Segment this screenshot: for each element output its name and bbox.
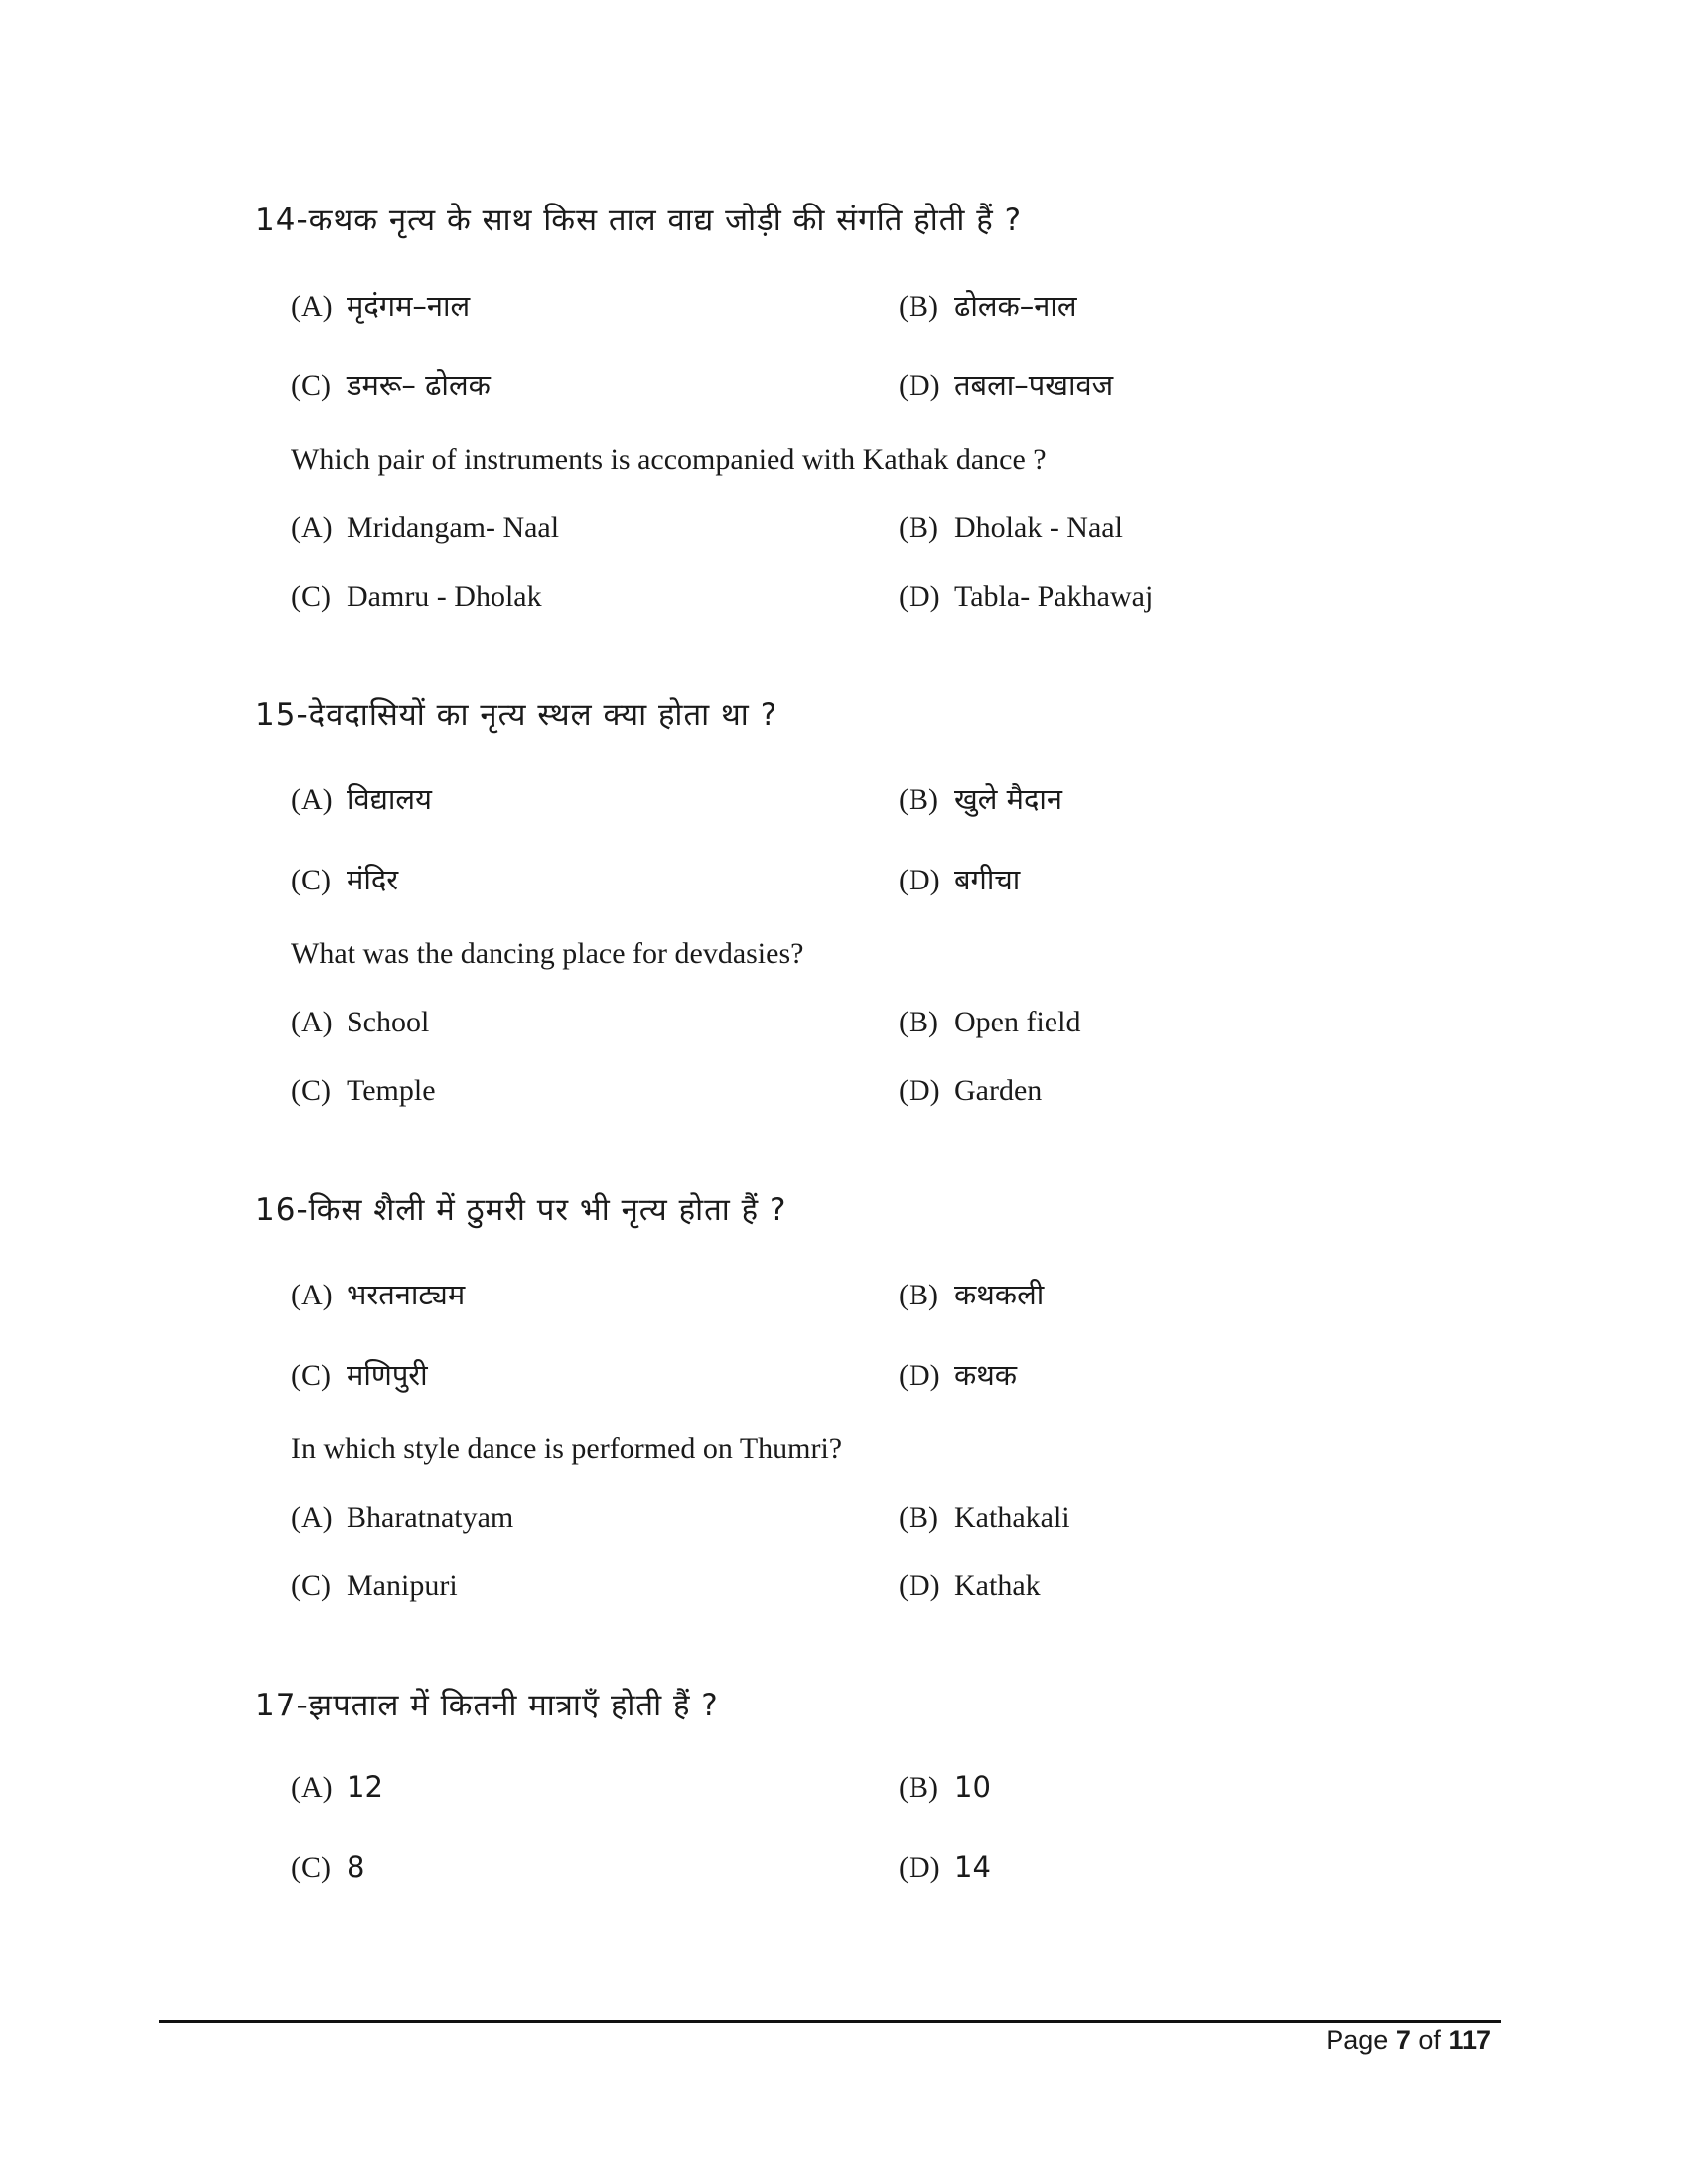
q16-en-option-b <box>899 1501 1070 1535</box>
option-label: (D) <box>899 1570 940 1602</box>
q14-en-option-d <box>899 580 1153 614</box>
option-text: विद्यालय <box>347 782 432 816</box>
q16-hi-option-a <box>291 1275 465 1313</box>
option-text: Kathak <box>954 1570 1041 1602</box>
q17-option-a <box>291 1770 383 1805</box>
current-page-number: 7 <box>1395 2025 1411 2055</box>
option-text: मणिपुरी <box>347 1358 428 1392</box>
option-text: Dholak - Naal <box>954 511 1123 544</box>
option-text: Open field <box>954 1006 1081 1038</box>
option-text: 10 <box>954 1770 991 1804</box>
option-text: तबला–पखावज <box>954 368 1114 402</box>
page-word: Page <box>1326 2025 1389 2055</box>
option-label: (B) <box>899 783 938 816</box>
option-text: बगीचा <box>954 863 1021 896</box>
option-label: (C) <box>291 864 331 896</box>
option-text: Damru - Dholak <box>347 580 542 613</box>
option-text: Bharatnatyam <box>347 1501 514 1534</box>
option-label: (B) <box>899 290 938 323</box>
option-label: (B) <box>899 511 938 544</box>
option-label: (C) <box>291 1570 331 1602</box>
option-label: (B) <box>899 1006 938 1038</box>
option-label: (A) <box>291 783 333 816</box>
option-text: 12 <box>347 1770 383 1804</box>
option-label: (C) <box>291 1851 331 1884</box>
q17-option-c <box>291 1850 364 1885</box>
option-text: भरतनाट्यम <box>347 1278 466 1311</box>
q15-en-option-b <box>899 1006 1080 1039</box>
q15-hi-option-b <box>899 779 1062 818</box>
q15-hi-option-a <box>291 779 432 818</box>
question-14-english: Which pair of instruments is accompanied with Kathak dance ? <box>291 443 1047 476</box>
option-label: (C) <box>291 580 331 613</box>
option-text: Mridangam- Naal <box>347 511 560 544</box>
option-text: Garden <box>954 1074 1043 1107</box>
question-15-english: What was the dancing place for devdasies? <box>291 937 804 970</box>
page-number-footer <box>1326 2025 1491 2056</box>
option-label: (D) <box>899 1074 940 1107</box>
option-label: (D) <box>899 864 940 896</box>
option-text: मृदंगम–नाल <box>347 289 471 323</box>
option-text: School <box>347 1006 430 1038</box>
total-pages-number: 117 <box>1448 2025 1491 2055</box>
q15-hi-option-c <box>291 860 398 898</box>
option-label: (A) <box>291 1006 333 1038</box>
q14-hi-option-d <box>899 365 1113 404</box>
option-label: (A) <box>291 1279 333 1311</box>
option-text: खुले मैदान <box>954 782 1062 816</box>
q16-en-option-d <box>899 1570 1041 1603</box>
q14-en-option-a <box>291 511 559 545</box>
q16-hi-option-b <box>899 1275 1044 1313</box>
option-label: (D) <box>899 1851 940 1884</box>
option-label: (D) <box>899 1359 940 1392</box>
option-text: कथक <box>954 1358 1018 1392</box>
option-label: (B) <box>899 1279 938 1311</box>
option-text: Manipuri <box>347 1570 458 1602</box>
q16-en-option-a <box>291 1501 513 1535</box>
question-16-hindi: 16-किस शैली में ठुमरी पर भी नृत्य होता हैं ? <box>255 1192 787 1228</box>
q14-hi-option-b <box>899 286 1077 325</box>
q15-hi-option-d <box>899 860 1020 898</box>
option-text: मंदिर <box>347 863 399 896</box>
q17-option-b <box>899 1770 991 1805</box>
option-text: 14 <box>954 1850 991 1884</box>
option-text: Tabla- Pakhawaj <box>954 580 1154 613</box>
footer-divider <box>159 2020 1501 2023</box>
q15-en-option-c <box>291 1074 436 1108</box>
question-15-hindi: 15-देवदासियों का नृत्य स्थल क्या होता था ? <box>255 697 778 733</box>
option-label: (A) <box>291 1771 333 1804</box>
option-text: Kathakali <box>954 1501 1070 1534</box>
q15-en-option-a <box>291 1006 429 1039</box>
q16-hi-option-c <box>291 1355 428 1394</box>
option-label: (C) <box>291 1359 331 1392</box>
option-label: (A) <box>291 511 333 544</box>
question-14-hindi: 14-कथक नृत्य के साथ किस ताल वाद्य जोड़ी की संगति होती हैं ? <box>255 203 1023 238</box>
q15-en-option-d <box>899 1074 1042 1108</box>
of-word: of <box>1418 2025 1441 2055</box>
option-label: (A) <box>291 1501 333 1534</box>
option-label: (C) <box>291 1074 331 1107</box>
q16-en-option-c <box>291 1570 458 1603</box>
option-label: (D) <box>899 580 940 613</box>
question-16-english: In which style dance is performed on Thumri? <box>291 1433 843 1465</box>
q16-hi-option-d <box>899 1355 1017 1394</box>
q14-en-option-c <box>291 580 542 614</box>
q14-en-option-b <box>899 511 1123 545</box>
question-17-hindi: 17-झपताल में कितनी मात्राएँ होती हैं ? <box>255 1688 719 1723</box>
option-text: 8 <box>347 1850 365 1884</box>
option-text: Temple <box>347 1074 436 1107</box>
option-text: कथकली <box>954 1278 1045 1311</box>
option-label: (B) <box>899 1771 938 1804</box>
option-label: (C) <box>291 369 331 402</box>
option-text: डमरू– ढोलक <box>347 368 491 402</box>
q14-hi-option-a <box>291 286 470 325</box>
q14-hi-option-c <box>291 365 491 404</box>
q17-option-d <box>899 1850 991 1885</box>
option-text: ढोलक–नाल <box>954 289 1077 323</box>
option-label: (D) <box>899 369 940 402</box>
option-label: (B) <box>899 1501 938 1534</box>
option-label: (A) <box>291 290 333 323</box>
